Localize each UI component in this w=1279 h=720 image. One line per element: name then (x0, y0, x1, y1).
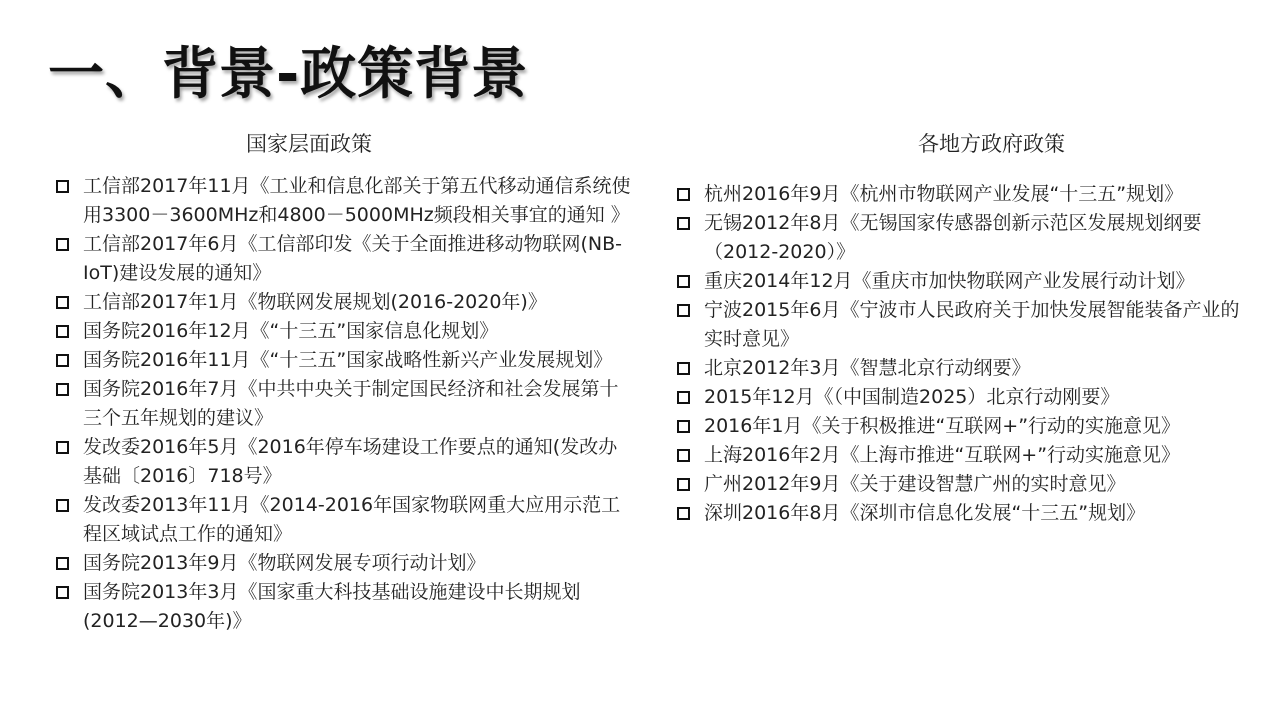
policy-text: 国务院2016年11月《“十三五”国家战略性新兴产业发展规划》 (83, 349, 613, 371)
square-bullet-icon (677, 420, 690, 433)
policy-text: 杭州2016年9月《杭州市物联网产业发展“十三五”规划》 (704, 183, 1184, 205)
square-bullet-icon (677, 304, 690, 317)
square-bullet-icon (56, 325, 69, 338)
policy-text: 国务院2016年7月《中共中央关于制定国民经济和社会发展第十三个五年规划的建议》 (83, 378, 619, 429)
list-item (54, 288, 632, 317)
square-bullet-icon (677, 449, 690, 462)
list-item (54, 375, 632, 433)
list-item (675, 412, 1245, 441)
square-bullet-icon (56, 586, 69, 599)
square-bullet-icon (677, 507, 690, 520)
policy-text: 北京2012年3月《智慧北京行动纲要》 (704, 357, 1031, 379)
list-item (675, 296, 1245, 354)
square-bullet-icon (56, 238, 69, 251)
square-bullet-icon (56, 296, 69, 309)
policy-text: 2016年1月《关于积极推进“互联网+”行动的实施意见》 (704, 415, 1181, 437)
list-item (54, 549, 632, 578)
list-item (675, 354, 1245, 383)
list-item (675, 441, 1245, 470)
square-bullet-icon (677, 362, 690, 375)
list-item (54, 230, 632, 288)
policy-text: 发改委2016年5月《2016年停车场建设工作要点的通知(发改办基础〔2016〕718号》 (83, 436, 618, 487)
list-item (675, 470, 1245, 499)
policy-text: 工信部2017年11月《工业和信息化部关于第五代移动通信系统使用3300－3600MHz和4800－5000MHz频段相关事宜的通知 》 (83, 175, 631, 226)
list-item (54, 578, 632, 636)
policy-text: 工信部2017年1月《物联网发展规划(2016-2020年)》 (83, 291, 547, 313)
list-item (54, 317, 632, 346)
square-bullet-icon (677, 275, 690, 288)
national-policy-list (54, 172, 632, 636)
policy-text: 宁波2015年6月《宁波市人民政府关于加快发展智能装备产业的实时意见》 (704, 299, 1240, 350)
square-bullet-icon (56, 354, 69, 367)
policy-text: 无锡2012年8月《无锡国家传感器创新示范区发展规划纲要（2012-2020）》 (704, 212, 1202, 263)
square-bullet-icon (677, 188, 690, 201)
list-item (675, 267, 1245, 296)
list-item (54, 346, 632, 375)
square-bullet-icon (677, 478, 690, 491)
policy-text: 发改委2013年11月《2014-2016年国家物联网重大应用示范工程区域试点工作的通知》 (83, 494, 621, 545)
square-bullet-icon (56, 441, 69, 454)
policy-text: 国务院2013年9月《物联网发展专项行动计划》 (83, 552, 486, 574)
policy-text: 工信部2017年6月《工信部印发《关于全面推进移动物联网(NB-IoT)建设发展的通知》 (83, 233, 622, 284)
list-item (675, 180, 1245, 209)
square-bullet-icon (56, 557, 69, 570)
page-title: 一、背景-政策背景 (48, 42, 529, 107)
square-bullet-icon (56, 499, 69, 512)
local-policy-list (675, 180, 1245, 528)
list-item (675, 209, 1245, 267)
local-policy-heading: 各地方政府政策 (918, 132, 1065, 156)
policy-text: 重庆2014年12月《重庆市加快物联网产业发展行动计划》 (704, 270, 1195, 292)
policy-text: 国务院2016年12月《“十三五”国家信息化规划》 (83, 320, 499, 342)
policy-text: 广州2012年9月《关于建设智慧广州的实时意见》 (704, 473, 1126, 495)
list-item (54, 433, 632, 491)
list-item (54, 172, 632, 230)
policy-text: 2015年12月《（中国制造2025）北京行动刚要》 (704, 386, 1120, 408)
square-bullet-icon (56, 383, 69, 396)
policy-text: 深圳2016年8月《深圳市信息化发展“十三五”规划》 (704, 502, 1146, 524)
policy-text: 国务院2013年3月《国家重大科技基础设施建设中长期规划(2012—2030年)》 (83, 581, 581, 632)
list-item (54, 491, 632, 549)
square-bullet-icon (677, 391, 690, 404)
list-item (675, 383, 1245, 412)
square-bullet-icon (56, 180, 69, 193)
policy-text: 上海2016年2月《上海市推进“互联网+”行动实施意见》 (704, 444, 1181, 466)
list-item (675, 499, 1245, 528)
national-policy-heading: 国家层面政策 (246, 132, 372, 156)
square-bullet-icon (677, 217, 690, 230)
